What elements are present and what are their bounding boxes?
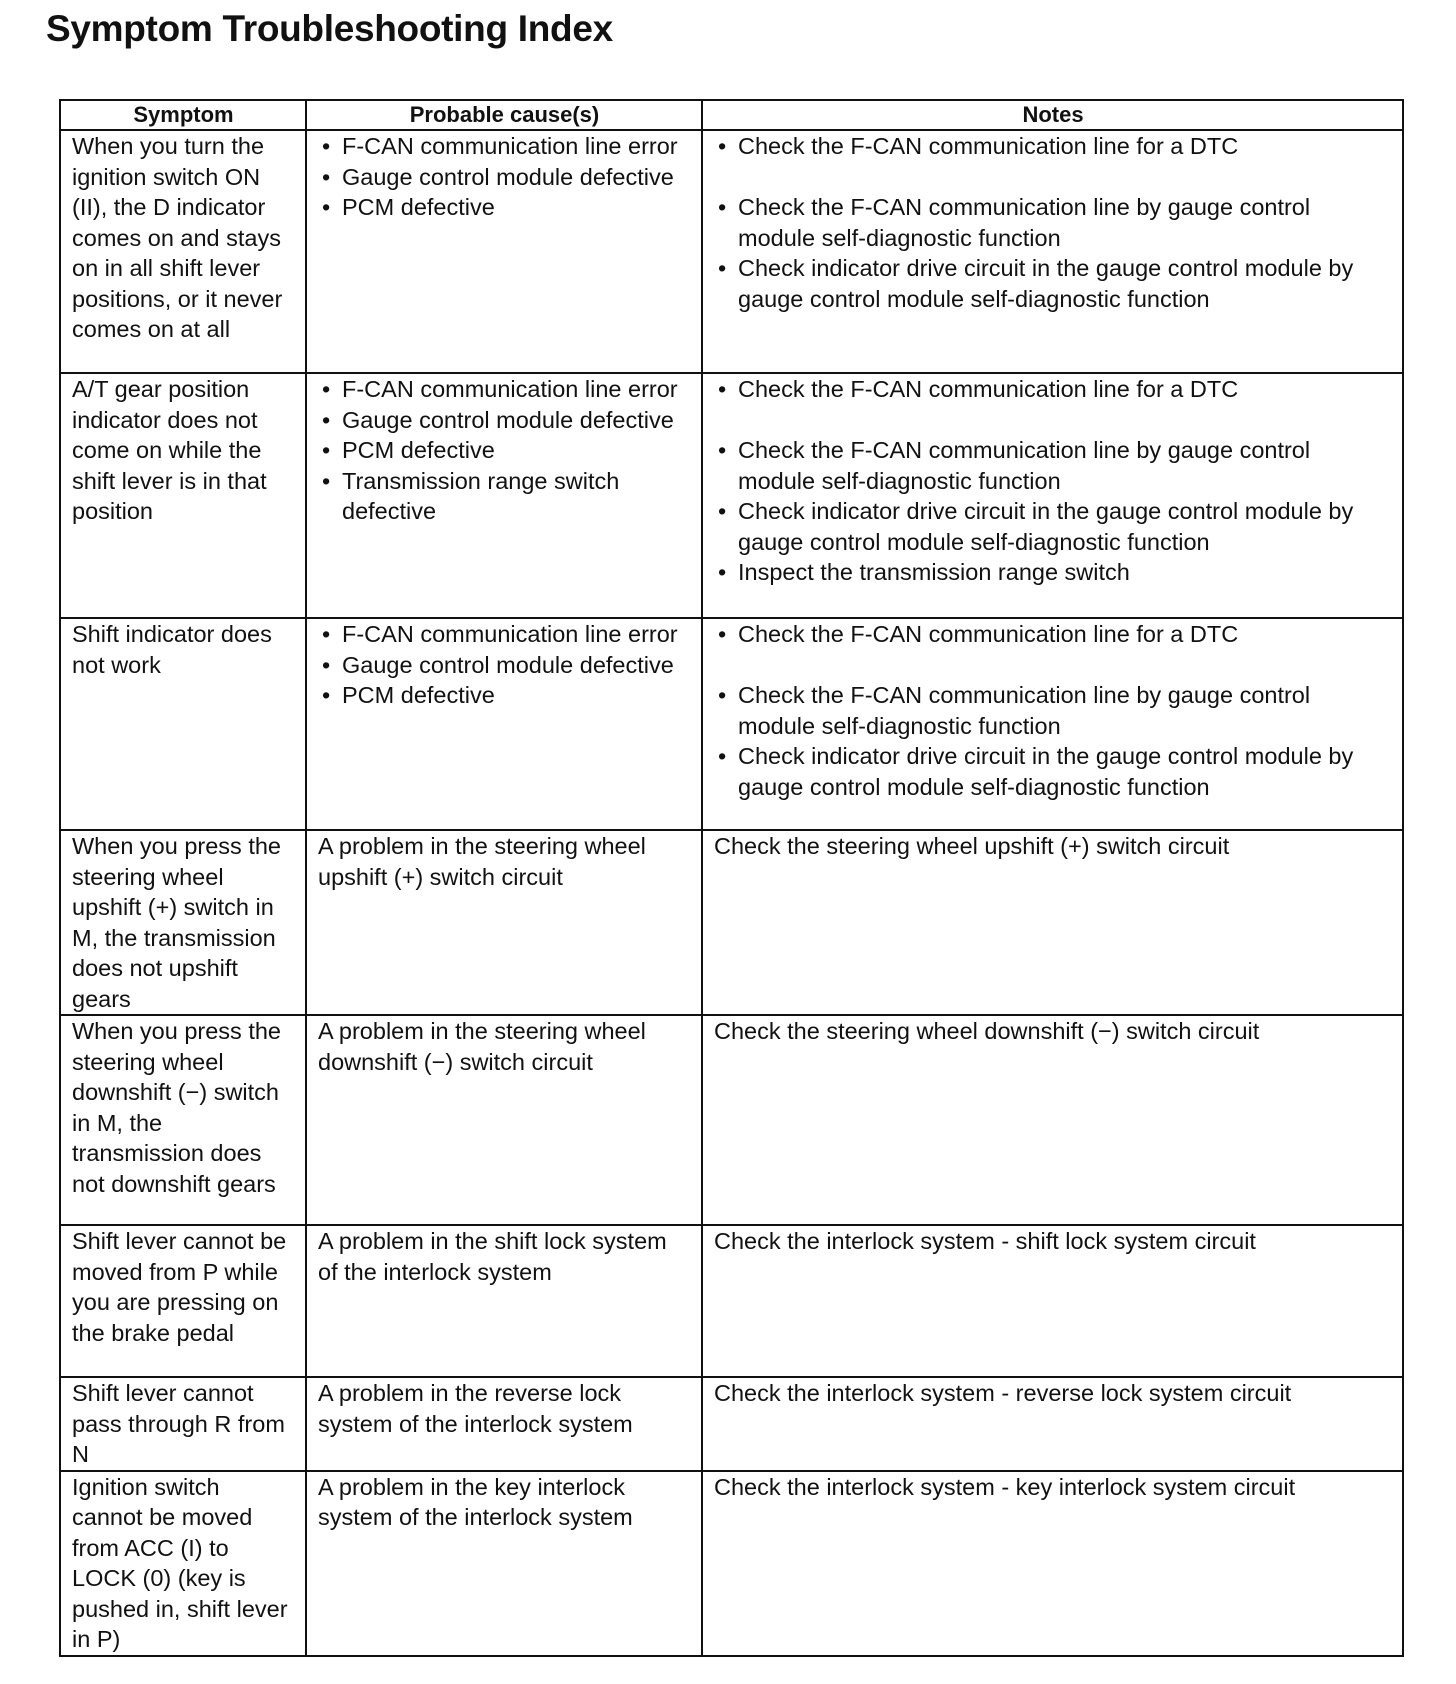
table-row [60,1225,1403,1377]
causes-cell: A problem in the reverse lock system of the interlock system [306,1377,702,1471]
cause-item: • PCM defective [318,435,691,466]
table-row [60,830,1403,1015]
causes-cell [306,373,702,618]
cause-item: • F-CAN communication line error [318,619,691,650]
causes-cell [306,618,702,830]
symptom-cell: Shift lever cannot be moved from P while you are pressing on the brake pedal [60,1225,306,1377]
notes-cell [702,618,1403,830]
cause-item: • F-CAN communication line error [318,131,691,162]
causes-cell: A problem in the steering wheel upshift (+) switch circuit [306,830,702,1015]
header-causes: Probable cause(s) [306,100,702,130]
notes-cell: Check the interlock system - key interlock system circuit [702,1471,1403,1656]
symptom-cell: When you turn the ignition switch ON (II), the D indicator comes on and stays on in all shift lever positions, or it never comes on at all [60,130,306,373]
note-item: • Inspect the transmission range switch [714,557,1392,588]
note-item: • Check indicator drive circuit in the gauge control module by gauge control module self-diagnostic function [714,741,1392,802]
cause-item: • F-CAN communication line error [318,374,691,405]
causes-cell [306,130,702,373]
symptom-cell: Shift lever cannot pass through R from N [60,1377,306,1471]
causes-cell: A problem in the key interlock system of the interlock system [306,1471,702,1656]
notes-cell: Check the steering wheel downshift (−) switch circuit [702,1015,1403,1225]
note-item: • Check the F-CAN communication line for a DTC [714,619,1392,650]
cause-item: • Transmission range switch defective [318,466,691,527]
header-symptom: Symptom [60,100,306,130]
note-item: • Check the F-CAN communication line by gauge control module self-diagnostic function [714,680,1392,741]
note-item: • Check indicator drive circuit in the gauge control module by gauge control module self-diagnostic function [714,253,1392,314]
symptom-cell: When you press the steering wheel downshift (−) switch in M, the transmission does not downshift gears [60,1015,306,1225]
note-item: • Check the F-CAN communication line for a DTC [714,374,1392,405]
symptom-cell: Shift indicator does not work [60,618,306,830]
symptom-table [59,99,1404,1657]
table-row [60,618,1403,830]
table-row [60,130,1403,373]
notes-cell [702,130,1403,373]
table-header [60,100,1403,130]
causes-cell: A problem in the steering wheel downshift (−) switch circuit [306,1015,702,1225]
cause-item: • Gauge control module defective [318,650,691,681]
cause-item: • PCM defective [318,192,691,223]
symptom-cell: When you press the steering wheel upshift (+) switch in M, the transmission does not upshift gears [60,830,306,1015]
table-row [60,1015,1403,1225]
note-item: • Check the F-CAN communication line for a DTC [714,131,1392,162]
notes-cell: Check the steering wheel upshift (+) switch circuit [702,830,1403,1015]
note-item: • Check the F-CAN communication line by gauge control module self-diagnostic function [714,435,1392,496]
table-row [60,1377,1403,1471]
cause-item: • PCM defective [318,680,691,711]
header-notes: Notes [702,100,1403,130]
symptom-cell: Ignition switch cannot be moved from ACC (I) to LOCK (0) (key is pushed in, shift lever in P) [60,1471,306,1656]
symptom-cell: A/T gear position indicator does not come on while the shift lever is in that position [60,373,306,618]
notes-cell [702,373,1403,618]
cause-item: • Gauge control module defective [318,162,691,193]
causes-cell: A problem in the shift lock system of the interlock system [306,1225,702,1377]
table-row [60,373,1403,618]
cause-item: • Gauge control module defective [318,405,691,436]
table-row [60,1471,1403,1656]
note-item: • Check the F-CAN communication line by gauge control module self-diagnostic function [714,192,1392,253]
page-title: Symptom Troubleshooting Index [46,8,613,49]
note-item: • Check indicator drive circuit in the gauge control module by gauge control module self-diagnostic function [714,496,1392,557]
notes-cell: Check the interlock system - reverse lock system circuit [702,1377,1403,1471]
notes-cell: Check the interlock system - shift lock system circuit [702,1225,1403,1377]
